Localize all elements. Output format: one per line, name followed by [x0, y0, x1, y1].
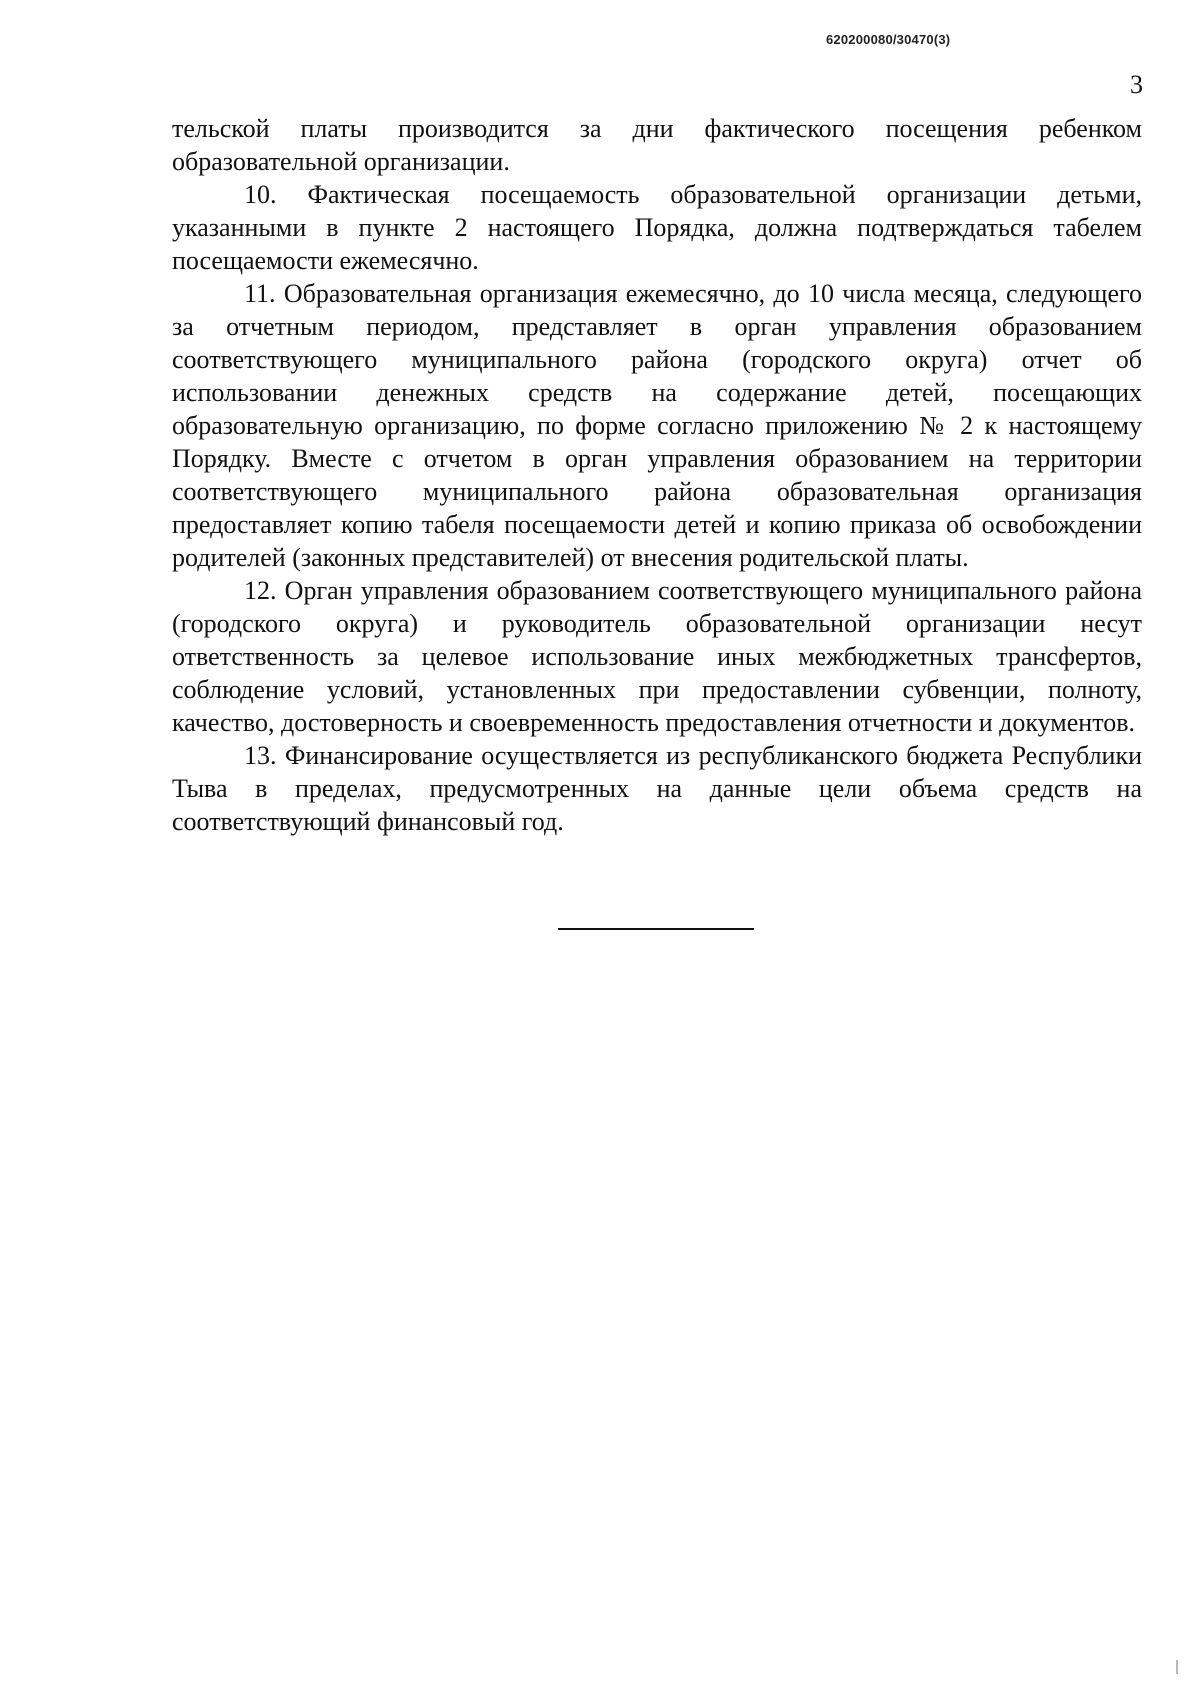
- document-body: [172, 112, 1142, 838]
- end-separator-line: [558, 928, 754, 930]
- paragraph-11: 11. Образовательная организация ежемесячно, до 10 числа месяца, следующего за отчетным периодом, представляет в орган управления образованием соответствующего муниципального района (городского округа) отчет об использовании денежных средств на содержание детей, посещающих образовательную организацию, по форме согласно приложению № 2 к настоящему Порядку. Вместе с отчетом в орган управления образованием на территории соответствующего муниципального района образовательная организация предоставляет копию табеля посещаемости детей и копию приказа об освобождении родителей (законных представителей) от внесения родительской платы.: [172, 279, 1142, 572]
- paragraph-continuation: тельской платы производится за дни фактического посещения ребенком образовательной организации.: [172, 114, 1142, 176]
- scan-artifact-mark: [1176, 1660, 1178, 1674]
- page-number: 3: [1130, 70, 1143, 99]
- paragraph-10: 10. Фактическая посещаемость образовательной организации детьми, указанными в пункте 2 настоящего Порядка, должна подтверждаться табелем посещаемости ежемесячно.: [172, 180, 1142, 275]
- paragraph-13: 13. Финансирование осуществляется из республиканского бюджета Республики Тыва в пределах, предусмотренных на данные цели объема средств на соответствующий финансовый год.: [172, 741, 1142, 836]
- paragraph-12: 12. Орган управления образованием соответствующего муниципального района (городского округа) и руководитель образовательной организации несут ответственность за целевое использование иных межбюджетных трансфертов, соблюдение условий, установленных при предоставлении субвенции, полноту, качество, достоверность и своевременность предоставления отчетности и документов.: [172, 576, 1142, 737]
- document-code: 620200080/30470(3): [826, 32, 951, 47]
